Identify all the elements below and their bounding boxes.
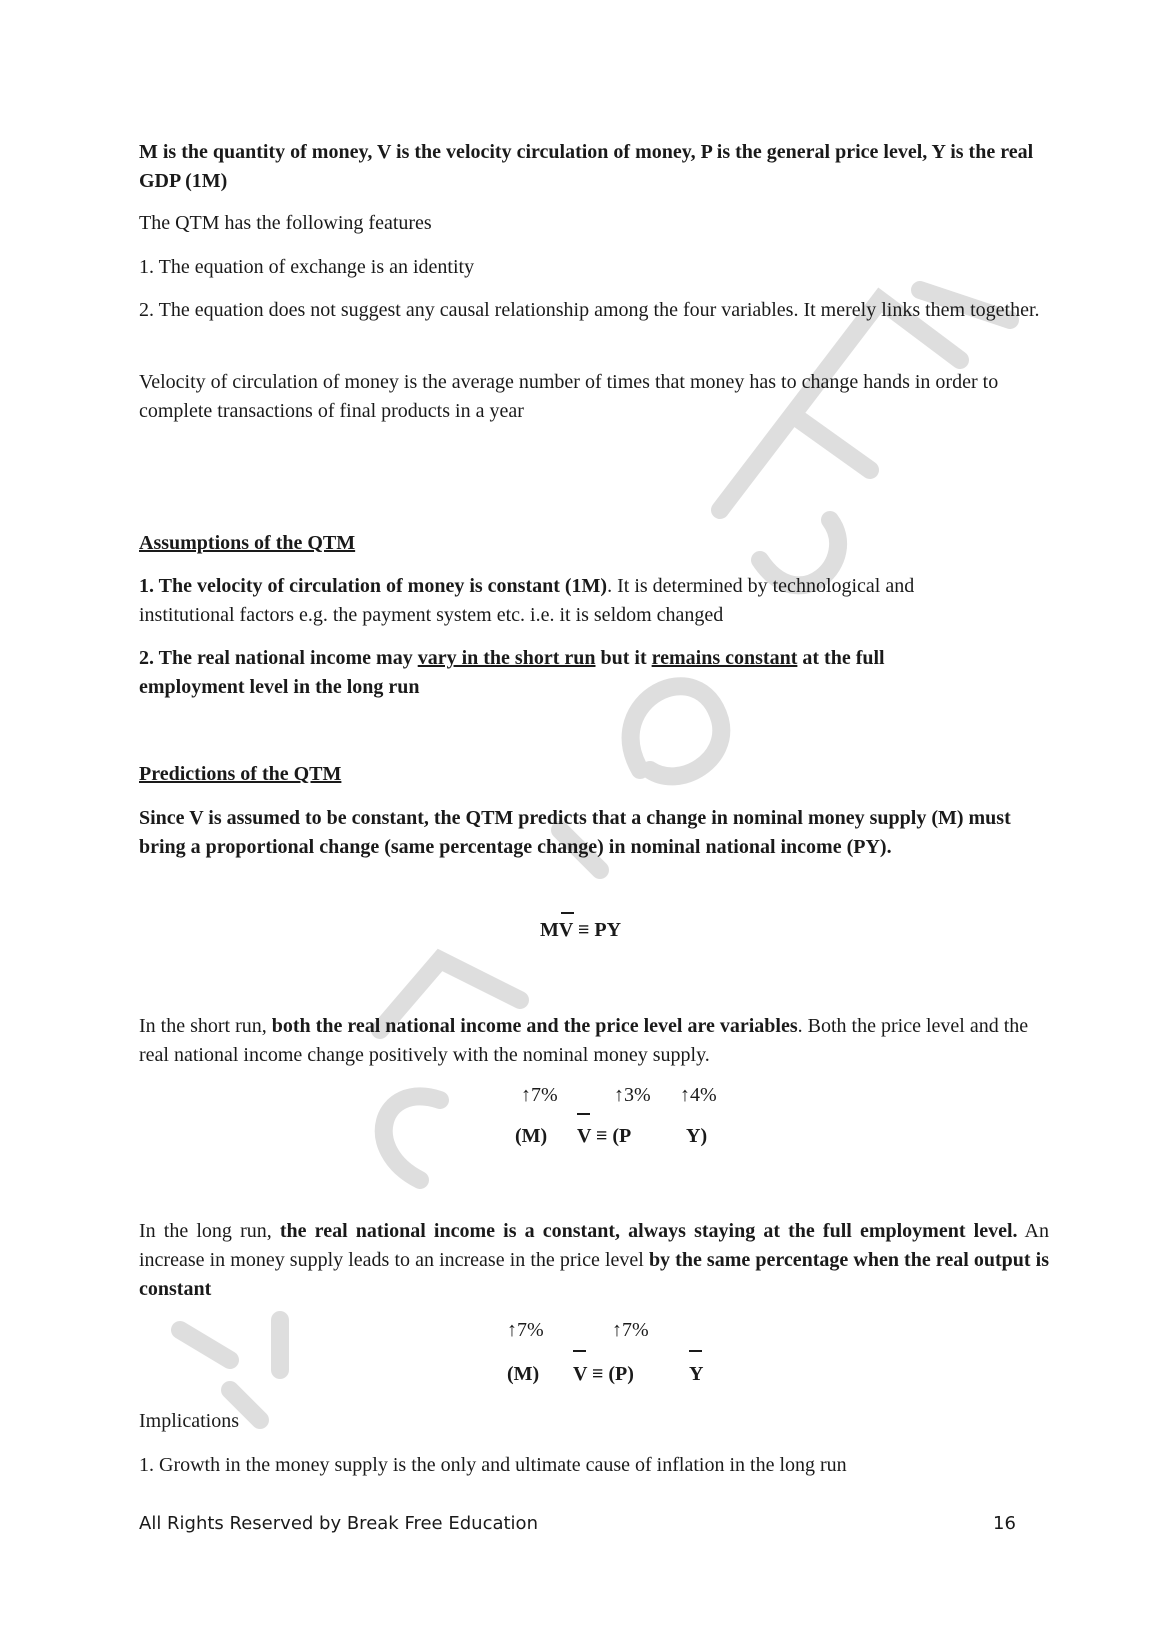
sr-y: Y) xyxy=(686,1125,708,1147)
velocity-definition: Velocity of circulation of money is the average number of times that money has to change hands in order to complete transactions of final products in a year xyxy=(139,371,999,422)
lr-m: (M) xyxy=(507,1363,540,1385)
short-run-rest: . Both the price level and the real national income change positively with the nominal money supply. xyxy=(139,1015,1029,1066)
sr-arrow-m: ↑7% xyxy=(521,1084,558,1106)
lr-v: V xyxy=(573,1363,588,1385)
footer-copyright: All Rights Reserved by Break Free Education xyxy=(139,1513,538,1534)
lr-v-bar xyxy=(573,1350,586,1352)
assumption-2-part1: 2. The real national income may xyxy=(139,647,418,669)
short-run-text xyxy=(139,1012,1049,1070)
feature-2: 2. The equation does not suggest any causal relationship among the four variables. It merely links them together. xyxy=(139,299,1040,321)
sr-v-bar xyxy=(577,1113,590,1115)
sr-arrow-p: ↑3% xyxy=(614,1084,651,1106)
assumption-1 xyxy=(139,572,999,630)
lr-y: Y xyxy=(689,1363,704,1385)
assumption-2 xyxy=(139,644,959,702)
implications-heading: Implications xyxy=(139,1410,239,1432)
assumption-2-part2: but it xyxy=(595,647,652,669)
long-run-intro: In the long run, xyxy=(139,1220,280,1242)
lr-arrow-m: ↑7% xyxy=(507,1319,544,1341)
feature-1: 1. The equation of exchange is an identity xyxy=(139,256,475,278)
assumption-1-bold: 1. The velocity of circulation of money is constant (1M) xyxy=(139,575,608,597)
page-number: 16 xyxy=(993,1513,1016,1534)
equation-mv-py xyxy=(540,918,621,942)
equation-mv: MV xyxy=(540,919,573,941)
sr-v: V xyxy=(577,1125,592,1147)
variables-definition: M is the quantity of money, V is the velocity circulation of money, P is the general price level, Y is the real GDP (1M) xyxy=(139,141,1034,192)
lr-p: ≡ (P) xyxy=(592,1363,634,1385)
short-run-intro: In the short run, xyxy=(139,1015,272,1037)
assumption-1-rest: . It is determined by technological and institutional factors e.g. the payment system etc. i.e. it is seldom changed xyxy=(139,575,915,626)
implication-1: 1. Growth in the money supply is the only and ultimate cause of inflation in the long run xyxy=(139,1454,847,1476)
predictions-text: Since V is assumed to be constant, the QTM predicts that a change in nominal money supply (M) must bring a proportional change (same percentage change) in nominal national income (PY). xyxy=(139,807,1011,858)
sr-p: ≡ (P xyxy=(596,1125,632,1147)
assumptions-heading: Assumptions of the QTM xyxy=(139,532,356,554)
long-run-text xyxy=(139,1217,1049,1304)
long-run-bold-1: the real national income is a constant, always staying at the full employment level. xyxy=(279,1220,1018,1242)
long-run-mid: An increase in money supply leads to an increase in the price level xyxy=(139,1220,1049,1271)
equation-py: ≡ PY xyxy=(577,919,622,941)
short-run-bold: both the real national income and the price level are variables xyxy=(271,1015,798,1037)
features-intro: The QTM has the following features xyxy=(139,212,432,234)
long-run-bold-2: by the same percentage when the real output is constant xyxy=(139,1249,1049,1300)
assumption-2-underlined-2: remains constant xyxy=(651,647,798,669)
sr-arrow-y: ↑4% xyxy=(680,1084,717,1106)
assumption-2-part3: at the full employment level in the long run xyxy=(139,647,885,698)
sr-m: (M) xyxy=(515,1125,548,1147)
lr-y-bar xyxy=(689,1350,702,1352)
v-bar xyxy=(561,912,574,914)
lr-arrow-p: ↑7% xyxy=(612,1319,649,1341)
predictions-heading: Predictions of the QTM xyxy=(139,763,342,785)
assumption-2-underlined-1: vary in the short run xyxy=(417,647,596,669)
